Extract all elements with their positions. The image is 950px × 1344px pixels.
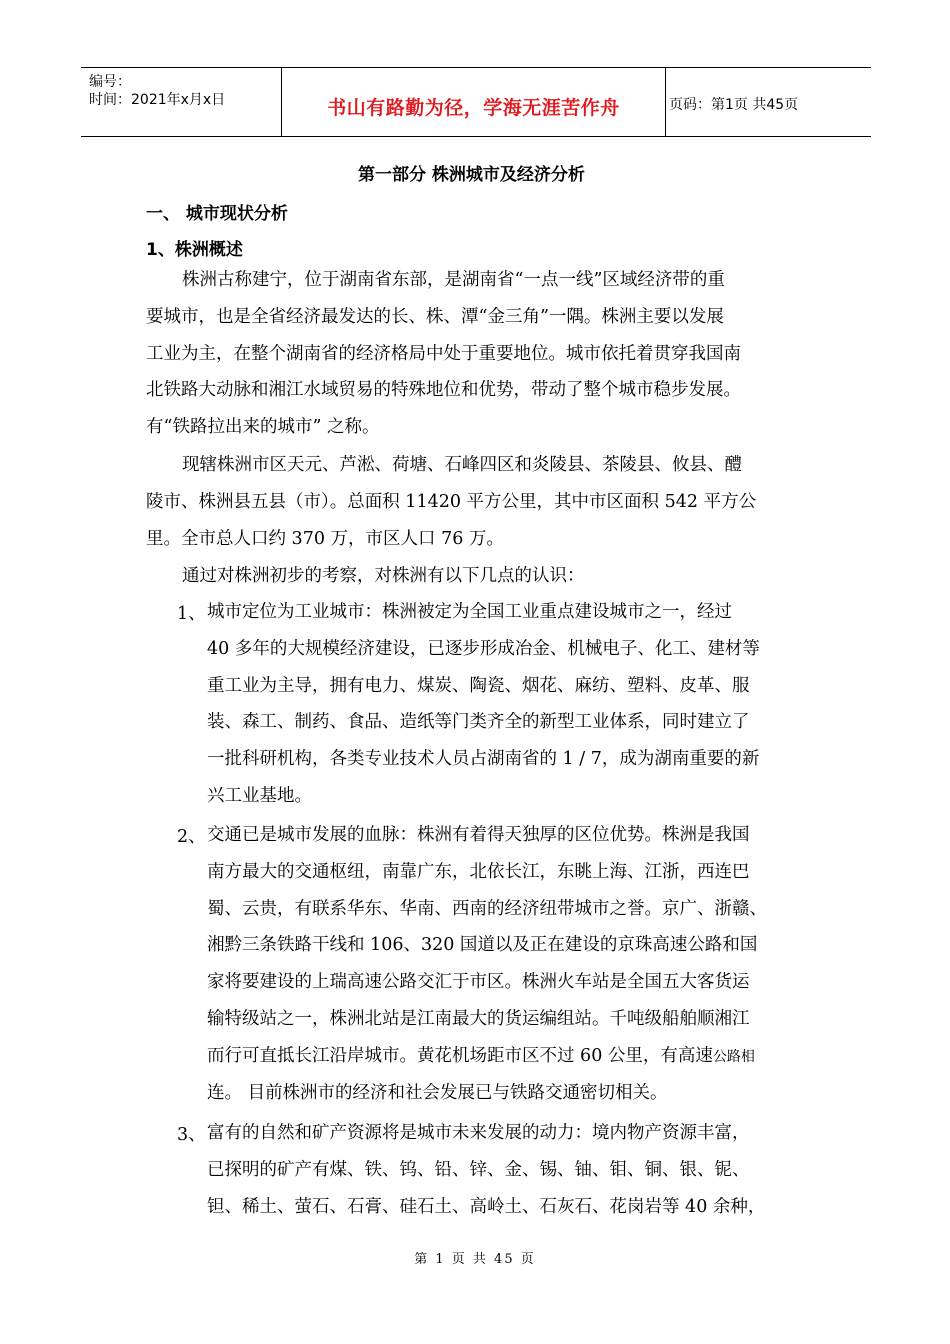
list-line-small-tail: 公路相 [712, 1048, 755, 1065]
list-line: 40 多年的大规模经济建设，已逐步形成冶金、机械电子、化工、建材等 [207, 638, 760, 659]
list-item [207, 1115, 765, 1225]
paragraph-observations [146, 558, 585, 595]
list-line: 家将要建设的上瑞高速公路交汇于市区。株洲火车站是全国五大客货运 [207, 972, 750, 993]
list-line: 重工业为主导，拥有电力、煤炭、陶瓷、烟花、麻纺、塑料、皮革、服 [207, 675, 750, 696]
number-label: 编号： [89, 74, 131, 90]
list-line: 南方最大的交通枢纽，南靠广东，北依长江，东眺上海、江浙，西连巴 [207, 861, 750, 882]
list-line: 湘黔三条铁路干线和 106、320 国道以及正在建设的京珠高速公路和国 [207, 935, 758, 956]
list-line: 富有的自然和矿产资源将是城市未来发展的动力：境内物产资源丰富， [207, 1123, 750, 1143]
motto: 书山有路勤为径，学海无涯苦作舟 [327, 97, 620, 119]
section-heading: 一、 城市现状分析 [146, 204, 288, 224]
list-line: 城市定位为工业城市：株洲被定为全国工业重点建设城市之一，经过 [207, 602, 732, 622]
paragraph-line: 里。全市总人口约 370 万，市区人口 76 万。 [146, 528, 504, 549]
paragraph-line: 要城市，也是全省经济最发达的长、株、潭“金三角”一隅。株洲主要以发展 [146, 306, 724, 327]
list-line-text: 而行可直抵长江沿岸城市。黄花机场距市区不过 60 公里，有高速 [207, 1045, 713, 1066]
header-motto-cell [281, 68, 666, 136]
list-line: 一批科研机构，各类专业技术人员占湖南省的 1 / 7，成为湖南重要的新 [207, 749, 760, 770]
list-line: 连。 目前株洲市的经济和社会发展已与铁路交通密切相关。 [207, 1082, 668, 1103]
header-meta-cell [81, 68, 281, 136]
paragraph-line: 通过对株洲初步的考察，对株洲有以下几点的认识： [182, 566, 585, 586]
list-line: 已探明的矿产有煤、铁、钨、铅、锌、金、锡、铀、钼、铜、银、铌、 [207, 1159, 750, 1180]
paragraph-intro [146, 262, 741, 446]
paragraph-line: 有“铁路拉出来的城市” 之称。 [146, 417, 380, 438]
paragraph-line: 现辖株洲市区天元、芦淞、荷塘、石峰四区和炎陵县、茶陵县、攸县、醴 [182, 455, 742, 475]
list-number: 3、 [177, 1125, 206, 1145]
page-info: 页码：第1页 共45页 [669, 97, 799, 113]
subsection-heading: 1、株洲概述 [146, 240, 243, 260]
list-line: 兴工业基地。 [207, 785, 312, 806]
list-line: 输特级站之一，株洲北站是江南最大的货运编组站。千吨级船舶顺湘江 [207, 1008, 750, 1029]
list-number: 2、 [177, 827, 206, 847]
document-title: 第一部分 株洲城市及经济分析 [358, 165, 585, 185]
list-line: 钽、稀土、萤石、石膏、硅石土、高岭土、石灰石、花岗岩等 40 余种， [207, 1196, 766, 1217]
paragraph-line: 株洲古称建宁，位于湖南省东部，是湖南省“一点一线”区域经济带的重 [182, 270, 725, 290]
list-item [207, 594, 760, 815]
list-item [207, 817, 767, 1111]
list-line [207, 1038, 767, 1075]
page-header [81, 67, 871, 137]
date-label: 时间：2021年x月x日 [89, 92, 226, 108]
header-page-cell [665, 68, 871, 136]
page-footer: 第 1 页 共 45 页 [414, 1252, 536, 1267]
paragraph-line: 陵市、株洲县五县（市）。总面积 11420 平方公里，其中市区面积 542 平方公 [146, 491, 757, 512]
paragraph-line: 北铁路大动脉和湘江水域贸易的特殊地位和优势，带动了整个城市稳步发展。 [146, 380, 741, 401]
list-number: 1、 [177, 604, 206, 624]
paragraph-line: 工业为主，在整个湖南省的经济格局中处于重要地位。城市依托着贯穿我国南 [146, 343, 741, 364]
list-line: 交通已是城市发展的血脉：株洲有着得天独厚的区位优势。株洲是我国 [207, 825, 750, 845]
paragraph-districts [146, 447, 756, 557]
list-line: 蜀、云贵，有联系华东、华南、西南的经济纽带城市之誉。京广、浙赣、 [207, 898, 767, 919]
list-line: 装、森工、制药、食品、造纸等门类齐全的新型工业体系，同时建立了 [207, 712, 750, 733]
